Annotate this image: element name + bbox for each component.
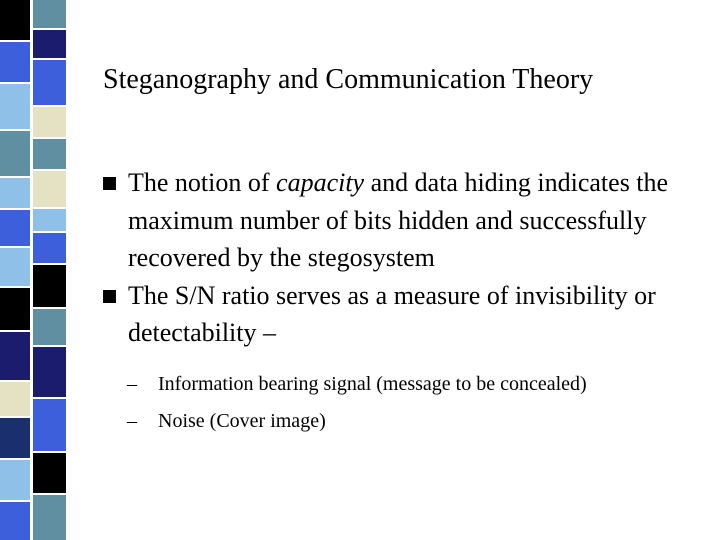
strip-block [0, 210, 30, 246]
strip-block [0, 131, 30, 176]
strip-block [33, 209, 66, 231]
strip-block [0, 460, 30, 500]
strip-block [0, 0, 30, 40]
dash-bullet: – [127, 372, 137, 395]
square-bullet-icon [103, 177, 116, 190]
bullet-item [103, 277, 683, 352]
strip-block [33, 347, 66, 397]
bullet-list [103, 164, 683, 440]
sub-bullet-item [103, 366, 683, 403]
sub-bullet-text: Noise (Cover image) [158, 409, 326, 432]
strip-block [33, 265, 66, 307]
strip-block [0, 42, 30, 82]
emphasized-term: capacity [276, 168, 365, 197]
sub-bullet-list [103, 366, 683, 440]
strip-block [0, 502, 30, 540]
strip-block [33, 495, 66, 540]
strip-block [33, 0, 66, 28]
bullet-text: The notion of [128, 168, 277, 197]
strip-block [33, 60, 66, 105]
strip-block [0, 332, 30, 380]
strip-block [33, 453, 66, 493]
strip-block [33, 309, 66, 345]
strip-block [33, 107, 66, 137]
square-bullet-icon [103, 290, 116, 303]
dash-bullet: – [127, 409, 137, 432]
bullet-text: The S/N ratio serves as a measure of invisibility or detectability – [128, 280, 656, 347]
strip-block [33, 399, 66, 451]
strip-block [0, 418, 30, 458]
sub-bullet-text: Information bearing signal (message to be concealed) [158, 372, 587, 395]
strip-block [0, 288, 30, 330]
strip-block [33, 30, 66, 58]
strip-block [0, 178, 30, 208]
strip-block [33, 233, 66, 263]
bullet-text: and data hiding indicates the maximum number of bits hidden and successfully recovered by the stegosystem [128, 168, 669, 272]
sub-bullet-item [103, 403, 683, 440]
decorative-color-strip [0, 0, 66, 540]
strip-block [0, 248, 30, 286]
slide-title: Steganography and Communication Theory [103, 64, 594, 95]
strip-block [0, 84, 30, 129]
strip-block [33, 139, 66, 169]
strip-block [0, 382, 30, 416]
strip-block [33, 171, 66, 207]
bullet-item [103, 164, 683, 277]
